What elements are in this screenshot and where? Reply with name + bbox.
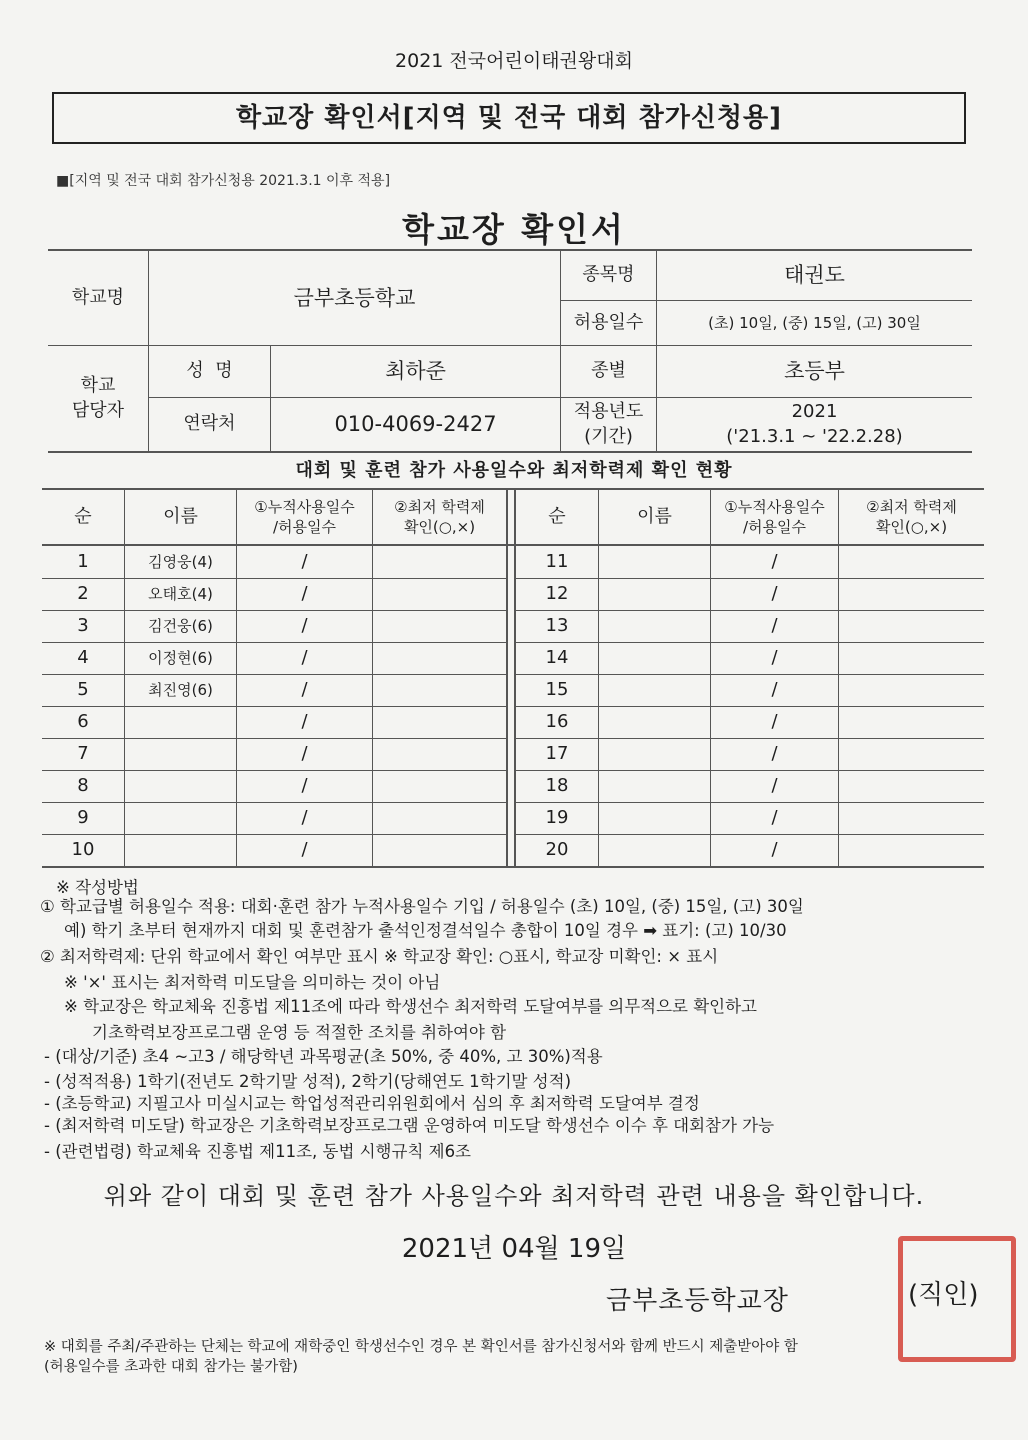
method-line: ① 학교급별 허용일수 적용: 대회·훈련 참가 누적사용일수 기입 / 허용일수 (초) 10일, (중) 15일, (고) 30일 bbox=[40, 897, 804, 916]
table-cell-name bbox=[125, 834, 236, 866]
table-cell-no: 4 bbox=[77, 646, 89, 668]
col-days-left bbox=[237, 490, 372, 544]
table-cell-name bbox=[599, 738, 710, 770]
table-cell-check bbox=[373, 770, 506, 802]
contact-value: 010-4069-2427 bbox=[334, 412, 497, 437]
table-cell-name bbox=[125, 706, 236, 738]
table-cell-no: 2 bbox=[77, 582, 89, 604]
school-label: 학교명 bbox=[71, 286, 125, 308]
table-cell-no: 9 bbox=[77, 806, 89, 828]
method-line: ※ 학교장은 학교체육 진흥법 제11조에 따라 학생선수 최저학력 도달여부를 의무적으로 확인하고 bbox=[64, 997, 757, 1016]
table-cell-days: / bbox=[771, 774, 778, 796]
table-cell-no: 7 bbox=[77, 742, 89, 764]
table-cell-no: 16 bbox=[545, 710, 569, 732]
table-cell-check bbox=[373, 578, 506, 610]
table-cell-check bbox=[373, 706, 506, 738]
method-line: - (관련법령) 학교체육 진흥법 제11조, 동법 시행규칙 제6조 bbox=[44, 1142, 471, 1161]
table-cell-days: / bbox=[771, 678, 778, 700]
table-cell-name bbox=[599, 610, 710, 642]
table-cell-name: 김영웅(4) bbox=[148, 552, 213, 571]
table-cell-days: / bbox=[301, 550, 308, 572]
col-days-line2: /허용일수 bbox=[272, 518, 336, 536]
table-cell-no: 6 bbox=[77, 710, 89, 732]
col-check-line1: ②최저 학력제 bbox=[394, 497, 485, 516]
table-cell-days: / bbox=[301, 614, 308, 636]
allowed-days-value: (초) 10일, (중) 15일, (고) 30일 bbox=[708, 313, 921, 332]
table-cell-check bbox=[839, 674, 984, 706]
col-name-left: 이름 bbox=[163, 505, 198, 527]
usage-section-title: 대회 및 훈련 참가 사용일수와 최저학력제 확인 현황 bbox=[295, 460, 733, 481]
issue-date: 2021년 04월 19일 bbox=[401, 1234, 627, 1264]
table-cell-check bbox=[373, 674, 506, 706]
table-cell-check bbox=[373, 834, 506, 866]
year-label bbox=[561, 398, 656, 451]
footer-note bbox=[44, 1338, 798, 1377]
table-cell-days: / bbox=[771, 646, 778, 668]
col-days-line1: ①누적사용일수 bbox=[254, 497, 355, 516]
col-no-left: 순 bbox=[74, 505, 92, 527]
method-line: 기초학력보장프로그램 운영 등 적절한 조치를 취하여야 함 bbox=[92, 1023, 507, 1042]
footer-note-line1: ※ 대회를 주최/주관하는 단체는 학교에 재학중인 학생선수인 경우 본 확인서를 참가신청서와 함께 반드시 제출받아야 함 bbox=[44, 1339, 798, 1355]
table-cell-days: / bbox=[301, 838, 308, 860]
table-cell-check bbox=[839, 546, 984, 578]
table-cell-name bbox=[599, 642, 710, 674]
table-cell-name bbox=[599, 706, 710, 738]
col-days-line1: ①누적사용일수 bbox=[724, 497, 825, 516]
table-cell-name bbox=[599, 802, 710, 834]
table-cell-check bbox=[839, 642, 984, 674]
table-cell-days: / bbox=[771, 710, 778, 732]
year-value bbox=[657, 398, 972, 451]
apply-note: ■[지역 및 전국 대회 참가신청용 2021.3.1 이후 적용] bbox=[56, 173, 391, 189]
seal-label: (직인) bbox=[908, 1280, 979, 1310]
school-value: 금부초등학교 bbox=[293, 285, 416, 310]
table-cell-name: 최진영(6) bbox=[148, 680, 213, 699]
table-cell-name bbox=[125, 770, 236, 802]
table-cell-no: 10 bbox=[71, 838, 95, 860]
table-cell-no: 3 bbox=[77, 614, 89, 636]
year-label-line1: 적용년도 bbox=[573, 401, 644, 423]
table-cell-no: 1 bbox=[77, 550, 89, 572]
table-cell-days: / bbox=[301, 678, 308, 700]
table-cell-check bbox=[373, 610, 506, 642]
method-line: ※ 작성방법 bbox=[56, 878, 139, 897]
method-line: - (성적적용) 1학기(전년도 2학기말 성적), 2학기(당해연도 1학기말 성적) bbox=[44, 1072, 572, 1091]
table-cell-name: 이정현(6) bbox=[148, 648, 213, 667]
table-cell-check bbox=[373, 802, 506, 834]
col-check-right bbox=[839, 490, 984, 544]
method-line: ※ '×' 표시는 최저학력 미도달을 의미하는 것이 아님 bbox=[64, 973, 441, 992]
table-cell-no: 13 bbox=[545, 614, 569, 636]
table-cell-no: 11 bbox=[545, 550, 569, 572]
year-value-line2: ('21.3.1 ~ '22.2.28) bbox=[726, 425, 903, 447]
table-cell-days: / bbox=[771, 806, 778, 828]
table-cell-days: / bbox=[771, 582, 778, 604]
table-cell-days: / bbox=[301, 582, 308, 604]
confirm-sentence: 위와 같이 대회 및 훈련 참가 사용일수와 최저학력 관련 내용을 확인합니다. bbox=[103, 1182, 925, 1210]
table-cell-name bbox=[599, 578, 710, 610]
table-cell-check bbox=[373, 738, 506, 770]
table-cell-no: 5 bbox=[77, 678, 89, 700]
method-line: - (대상/기준) 초4 ~고3 / 해당학년 과목평균(초 50%, 중 40%, 고 30%)적용 bbox=[44, 1047, 603, 1066]
table-cell-name: 오태호(4) bbox=[148, 584, 213, 603]
table-cell-days: / bbox=[771, 838, 778, 860]
table-cell-name bbox=[599, 770, 710, 802]
table-cell-check bbox=[839, 834, 984, 866]
sport-value: 태권도 bbox=[784, 263, 845, 288]
table-cell-name bbox=[599, 546, 710, 578]
manager-label-line1: 학교 bbox=[80, 375, 116, 397]
table-cell-no: 14 bbox=[545, 646, 569, 668]
table-cell-name bbox=[125, 802, 236, 834]
table-cell-check bbox=[839, 610, 984, 642]
table-cell-days: / bbox=[301, 646, 308, 668]
col-days-right bbox=[711, 490, 838, 544]
sport-label: 종목명 bbox=[582, 264, 635, 286]
table-cell-days: / bbox=[301, 710, 308, 732]
col-name-right: 이름 bbox=[637, 505, 672, 527]
table-cell-check bbox=[373, 546, 506, 578]
principal-name: 금부초등학교장 bbox=[606, 1286, 789, 1316]
document-heading: 학교장 확인서 bbox=[402, 210, 626, 249]
footer-note-line2: (허용일수를 초과한 대회 참가는 불가함) bbox=[44, 1358, 298, 1375]
table-cell-days: / bbox=[301, 774, 308, 796]
table-cell-check bbox=[839, 770, 984, 802]
table-cell-check bbox=[839, 802, 984, 834]
table-cell-name bbox=[125, 738, 236, 770]
col-check-line1: ②최저 학력제 bbox=[866, 497, 957, 516]
year-label-line2: (기간) bbox=[584, 425, 633, 447]
method-line: - (초등학교) 지필고사 미실시교는 학업성적관리위원회에서 심의 후 최저학력 도달여부 결정 bbox=[44, 1094, 700, 1113]
allowed-days-label: 허용일수 bbox=[573, 311, 644, 333]
form-title: 학교장 확인서[지역 및 전국 대회 참가신청용] bbox=[52, 92, 966, 144]
table-cell-days: / bbox=[301, 806, 308, 828]
division-label: 종별 bbox=[591, 360, 626, 382]
table-cell-check bbox=[839, 578, 984, 610]
table-cell-days: / bbox=[771, 550, 778, 572]
table-cell-days: / bbox=[301, 742, 308, 764]
col-no-right: 순 bbox=[548, 505, 566, 527]
year-value-line1: 2021 bbox=[791, 401, 838, 423]
table-cell-check bbox=[839, 738, 984, 770]
table-cell-no: 15 bbox=[545, 678, 569, 700]
table-cell-name: 김건웅(6) bbox=[148, 616, 213, 635]
event-title: 2021 전국어린이태권왕대회 bbox=[395, 50, 633, 72]
table-cell-days: / bbox=[771, 742, 778, 764]
manager-label bbox=[48, 346, 148, 451]
table-cell-no: 18 bbox=[545, 774, 569, 796]
table-cell-no: 17 bbox=[545, 742, 569, 764]
col-check-line2: 확인(○,×) bbox=[875, 518, 948, 536]
table-cell-name bbox=[599, 674, 710, 706]
table-cell-check bbox=[373, 642, 506, 674]
division-value: 초등부 bbox=[784, 359, 845, 384]
method-line: ② 최저학력제: 단위 학교에서 확인 여부만 표시 ※ 학교장 확인: ○표시, 학교장 미확인: × 표시 bbox=[40, 947, 719, 966]
table-cell-check bbox=[839, 706, 984, 738]
name-label: 성 명 bbox=[186, 360, 233, 382]
col-check-left bbox=[373, 490, 506, 544]
contact-label: 연락처 bbox=[183, 413, 236, 435]
table-cell-no: 8 bbox=[77, 774, 89, 796]
name-value: 최하준 bbox=[385, 359, 446, 384]
manager-label-line2: 담당자 bbox=[71, 399, 125, 421]
method-line: - (최저학력 미도달) 학교장은 기초학력보장프로그램 운영하여 미도달 학생선수 이수 후 대회참가 가능 bbox=[44, 1116, 775, 1135]
col-check-line2: 확인(○,×) bbox=[403, 518, 476, 536]
table-cell-no: 19 bbox=[545, 806, 569, 828]
col-days-line2: /허용일수 bbox=[742, 518, 806, 536]
table-cell-no: 20 bbox=[545, 838, 569, 860]
table-cell-name bbox=[599, 834, 710, 866]
table-cell-days: / bbox=[771, 614, 778, 636]
method-line: 예) 학기 초부터 현재까지 대회 및 훈련참가 출석인정결석일수 총합이 10일 경우 ➡ 표기: (고) 10/30 bbox=[64, 921, 787, 940]
table-cell-no: 12 bbox=[545, 582, 569, 604]
